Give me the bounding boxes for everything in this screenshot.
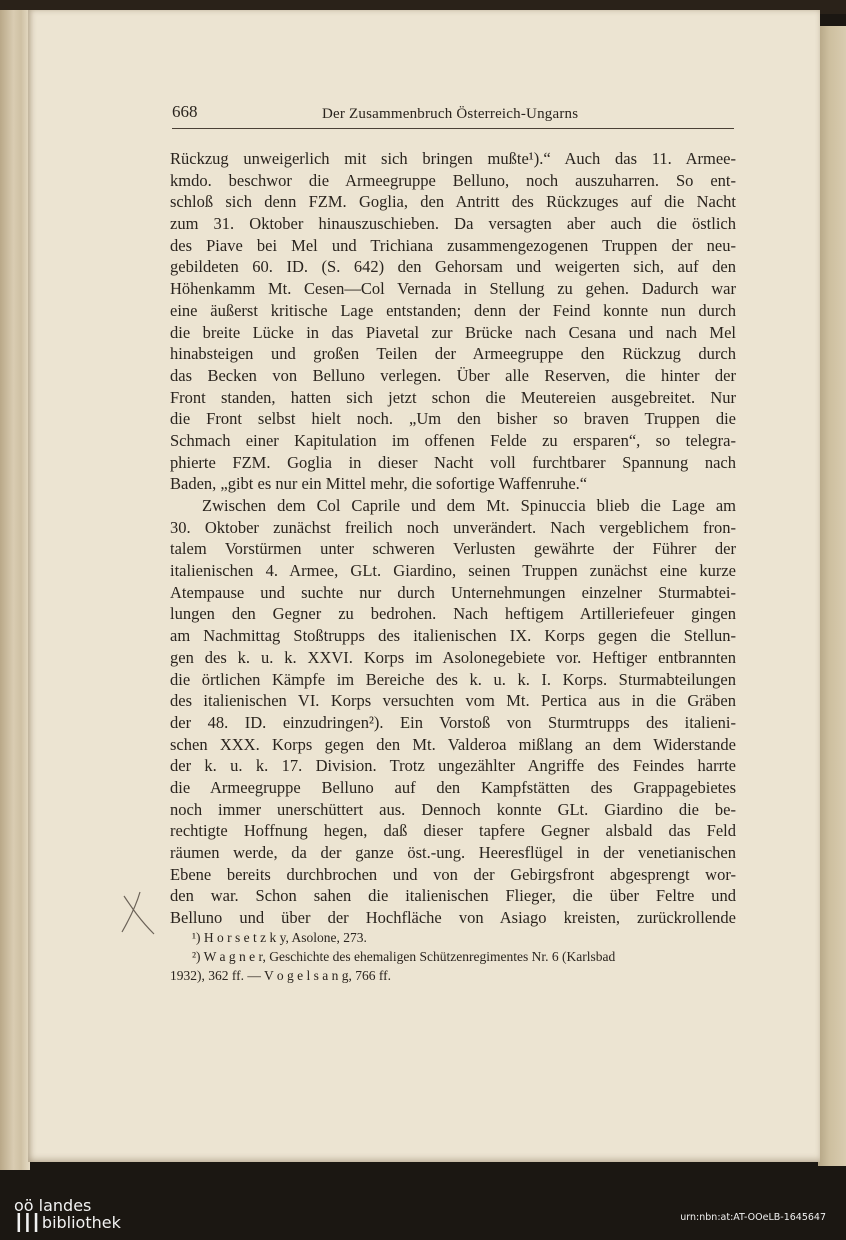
- urn-identifier: urn:nbn:at:AT-OOeLB-1645647: [680, 1212, 826, 1223]
- text-line: rechtigte Hoffnung hegen, daß dieser tapfere Gegner alsbald das Feld: [170, 821, 736, 841]
- text-line: noch immer unerschüttert aus. Dennoch konnte GLt. Giardino die be-: [170, 799, 736, 819]
- text-line: die breite Lücke in das Piavetal zur Brücke nach Cesana und nach Mel: [170, 322, 736, 342]
- text-line: Atempause und suchte nur durch Unternehmungen einzelner Sturmabtei-: [170, 582, 736, 602]
- text-line: schloß sich denn FZM. Goglia, den Antritt des Rückzuges auf die Nacht: [170, 192, 736, 212]
- text-line: kmdo. beschwor die Armeegruppe Belluno, noch auszuharren. So ent-: [170, 170, 736, 190]
- text-line: die Front selbst hielt noch. „Um den bisher so braven Truppen die: [170, 409, 736, 429]
- page-stack-edge: [818, 26, 846, 1166]
- text-line: die Armeegruppe Belluno auf den Kampfstätten des Grappagebietes: [170, 777, 736, 797]
- text-line: Front standen, hatten sich jetzt schon die Meutereien ausgebreitet. Nur: [170, 387, 736, 407]
- book-spine-edge: [0, 10, 30, 1170]
- text-line: der 48. ID. einzudringen²). Ein Vorstoß von Sturmtrupps des italieni-: [170, 712, 736, 732]
- logo-bars-icon: ┃┃┃: [14, 1213, 40, 1232]
- text-line: die örtlichen Kämpfe im Bereiche des k. u. k. I. Korps. Sturmabteilungen: [170, 669, 736, 689]
- library-logo: [14, 1197, 121, 1231]
- text-line: talem Vorstürmen unter schweren Verlusten gewährte der Führer der: [170, 539, 736, 559]
- footnote: 1932), 362 ff. — V o g e l s a n g, 766 ff.: [170, 968, 391, 983]
- running-head: Der Zusammenbruch Österreich-Ungarns: [322, 106, 579, 122]
- body-text: [170, 148, 736, 929]
- text-line: zum 31. Oktober hinauszuschieben. Da versagten aber auch die östlich: [170, 214, 736, 234]
- text-line: räumen werde, da der ganze öst.-ung. Heeresflügel in der venetianischen: [170, 843, 736, 862]
- text-line: Belluno und über der Hochfläche von Asiago kreisten, zurückrollende: [170, 908, 736, 928]
- footnotes: [170, 928, 736, 985]
- text-line: 30. Oktober zunächst freilich noch unverändert. Nach vergeblichem fron-: [170, 517, 736, 537]
- text-line: Rückzug unweigerlich mit sich bringen mußte¹).“ Auch das 11. Armee-: [170, 149, 736, 168]
- text-line: Schmach einer Kapitulation im offenen Felde zu ersparen“, so telegra-: [170, 430, 736, 450]
- footnote: ²) W a g n e r, Geschichte des ehemaligen Schützenregimentes Nr. 6 (Karlsbad: [192, 949, 616, 964]
- footnote: ¹) H o r s e t z k y, Asolone, 273.: [192, 930, 367, 945]
- logo-line-1: oö landes: [14, 1196, 92, 1215]
- text-line: gebildeten 60. ID. (S. 642) den Gehorsam und weigerten sich, auf den: [170, 257, 736, 277]
- text-line: den war. Schon sahen die italienischen Flieger, die über Feltre und: [170, 886, 736, 906]
- text-line: der k. u. k. 17. Division. Trotz ungezählter Angriffe des Feindes harrte: [170, 756, 736, 776]
- page-number: 668: [172, 102, 198, 121]
- logo-line-2: [14, 1214, 121, 1231]
- text-line: italienischen 4. Armee, GLt. Giardino, seinen Truppen zunächst eine kurze: [170, 561, 736, 581]
- text-line: gen des k. u. k. XXVI. Korps im Asolonegebiete vor. Heftiger entbrannten: [170, 647, 736, 667]
- text-line: schen XXX. Korps gegen den Mt. Valderoa mißlang an dem Widerstande: [170, 734, 736, 754]
- text-line: hinabsteigen und großen Teilen der Armeegruppe den Rückzug durch: [170, 344, 736, 364]
- text-line: des Piave bei Mel und Trichiana zusammengezogenen Truppen der neu-: [170, 235, 736, 255]
- text-line: Ebene bereits durchbrochen und von der Gebirgsfront abgesprengt wor-: [170, 864, 736, 884]
- page-header: [172, 102, 734, 129]
- text-line: des italienischen VI. Korps versuchten vom Mt. Pertica aus in die Gräben: [170, 691, 736, 711]
- text-line: das Becken von Belluno verlegen. Über alle Reserven, die hinter der: [170, 365, 736, 385]
- logo-line-2-text: bibliothek: [41, 1213, 121, 1232]
- text-line: phierte FZM. Goglia in dieser Nacht voll furchtbarer Spannung nach: [170, 452, 736, 472]
- text-line: Zwischen dem Col Caprile und dem Mt. Spinuccia blieb die Lage am: [202, 496, 736, 515]
- text-line: eine äußerst kritische Lage entstanden; denn der Feind konnte nun durch: [170, 300, 736, 320]
- text-line: Baden, „gibt es nur ein Mittel mehr, die sofortige Waffenruhe.“: [170, 474, 588, 494]
- text-line: Höhenkamm Mt. Cesen—Col Vernada in Stellung zu gehen. Dadurch war: [170, 279, 736, 299]
- text-line: am Nachmittag Stoßtrupps des italienischen IX. Korps gegen die Stellun-: [170, 626, 736, 646]
- text-line: lungen den Gegner zu bedrohen. Nach heftigem Artilleriefeuer gingen: [170, 604, 736, 624]
- pencil-x-mark: [118, 888, 158, 938]
